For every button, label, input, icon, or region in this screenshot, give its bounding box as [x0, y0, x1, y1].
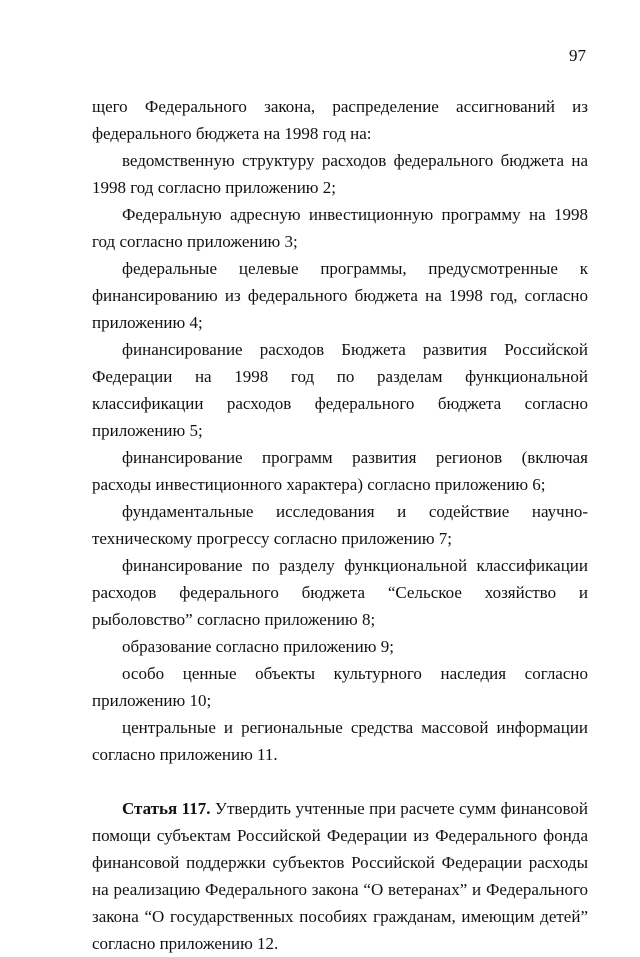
list-item: ведомственную структуру расходов федерального бюджета на 1998 год согласно приложению 2;	[92, 151, 588, 197]
list-item: финансирование программ развития регионов (включая расходы инвестиционного характера) согласно приложению 6;	[92, 448, 588, 494]
list-item: финансирование расходов Бюджета развития Российской Федерации на 1998 год по разделам функциональной классификации расходов федерального бюджета согласно приложению 5;	[92, 340, 588, 440]
page-number: 97	[569, 46, 586, 65]
list-item: фундаментальные исследования и содействие научно-техническому прогрессу согласно приложению 7;	[92, 502, 588, 548]
article-title: Статья 117.	[122, 799, 211, 818]
article-paragraph	[92, 795, 588, 957]
list-item: Федеральную адресную инвестиционную программу на 1998 год согласно приложению 3;	[92, 205, 588, 251]
document-body	[92, 93, 588, 957]
list-item: особо ценные объекты культурного наследия согласно приложению 10;	[92, 664, 588, 710]
article-text: Утвердить учтенные при расчете сумм финансовой помощи субъектам Российской Федерации из Федерального фонда финансовой поддержки субъектов Российской Федерации расходы на реализацию Федерального закона “О ветеранах” и Федерального закона “О государственных пособиях гражданам, имеющим детей” согласно приложению 12.	[92, 799, 588, 953]
list-item: финансирование по разделу функциональной классификации расходов федерального бюджета “Сельское хозяйство и рыболовство” согласно приложению 8;	[92, 556, 588, 629]
intro-paragraph: щего Федерального закона, распределение ассигнований из федерального бюджета на 1998 год на:	[92, 97, 588, 143]
list-item: федеральные целевые программы, предусмотренные к финансированию из федерального бюджета на 1998 год, согласно приложению 4;	[92, 259, 588, 332]
list-item: центральные и региональные средства массовой информации согласно приложению 11.	[92, 718, 588, 764]
list-item: образование согласно приложению 9;	[122, 637, 394, 656]
